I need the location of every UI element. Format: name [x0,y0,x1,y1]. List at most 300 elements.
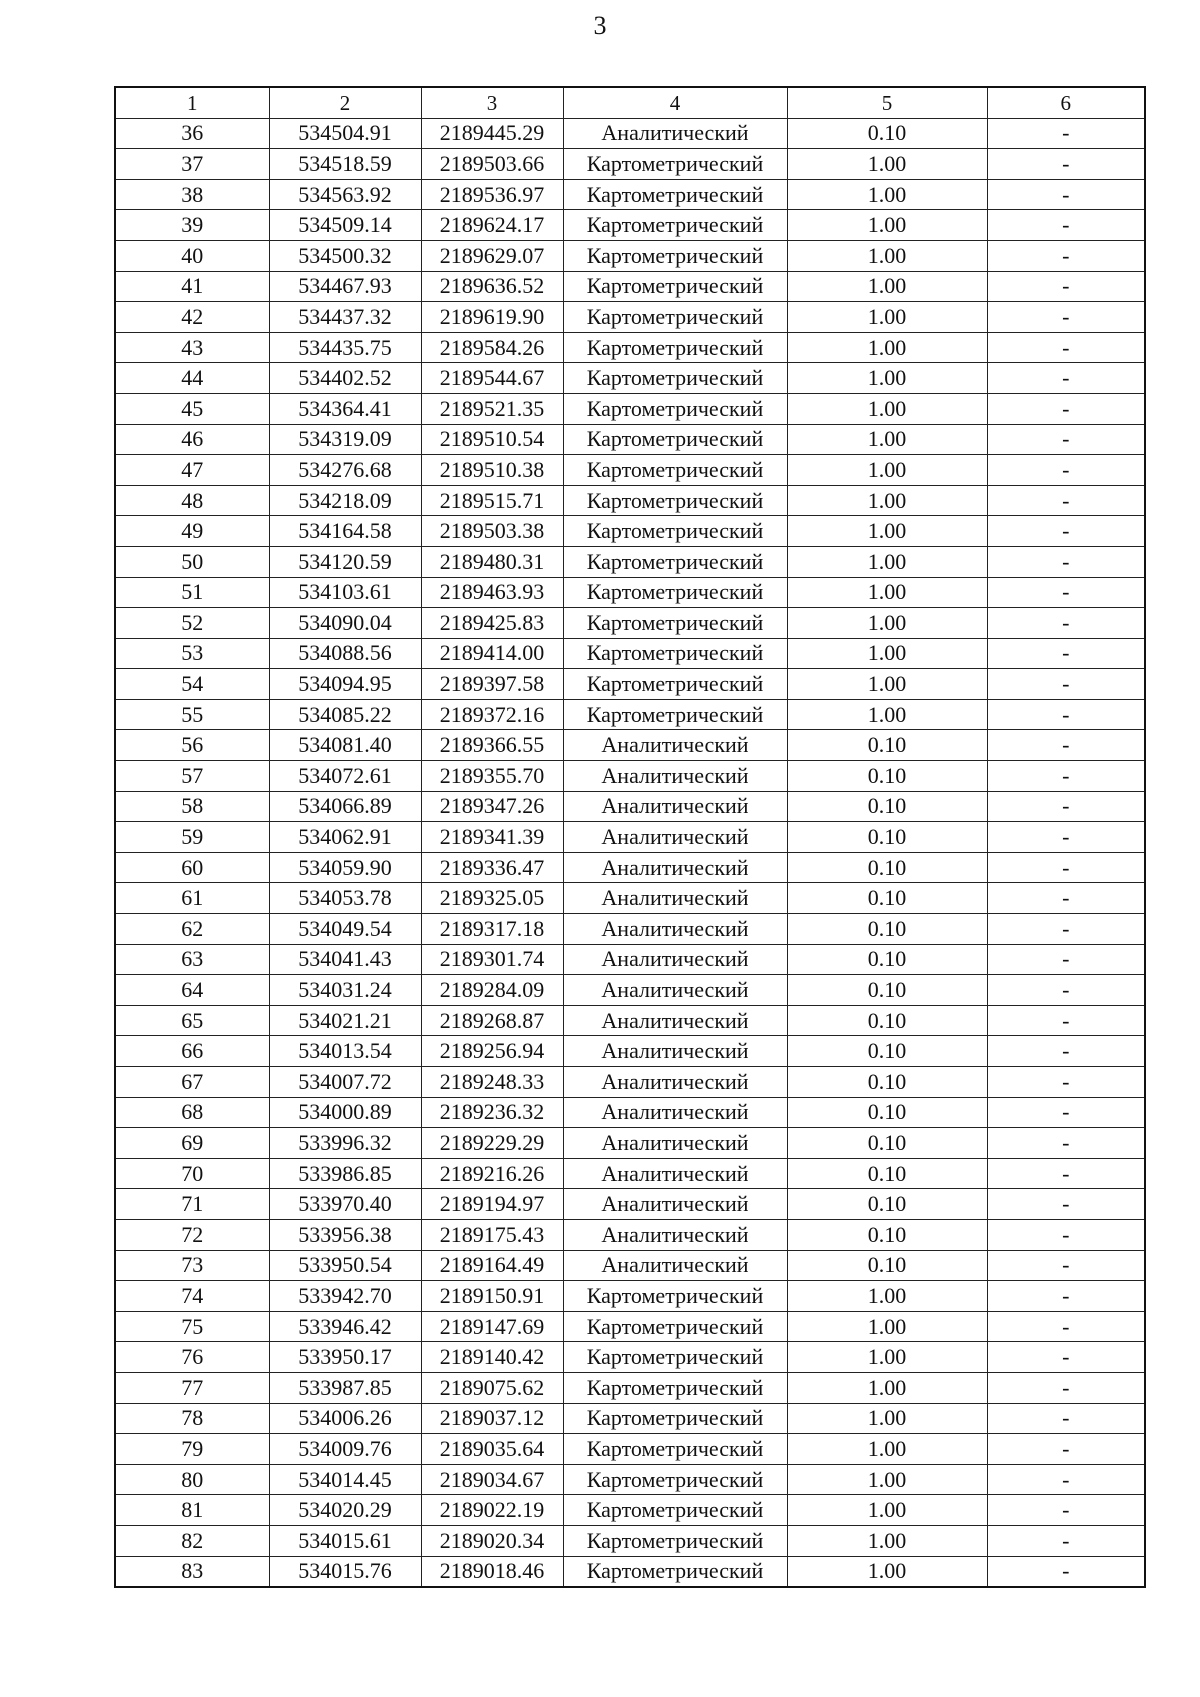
cell-accuracy: 1.00 [787,1525,987,1556]
table-row [115,179,1145,210]
cell-point-number: 48 [115,485,269,516]
table-row [115,1464,1145,1495]
cell-x-coordinate: 534120.59 [269,546,421,577]
cell-accuracy: 0.10 [787,1005,987,1036]
cell-accuracy: 1.00 [787,1372,987,1403]
cell-accuracy: 1.00 [787,302,987,333]
cell-note: - [987,1005,1145,1036]
cell-note: - [987,179,1145,210]
cell-note: - [987,1189,1145,1220]
table-row [115,1067,1145,1098]
cell-note: - [987,1495,1145,1526]
cell-method: Картометрический [563,363,787,394]
cell-point-number: 41 [115,271,269,302]
cell-y-coordinate: 2189284.09 [421,975,563,1006]
cell-x-coordinate: 534041.43 [269,944,421,975]
table-row [115,1250,1145,1281]
cell-x-coordinate: 534563.92 [269,179,421,210]
cell-method: Картометрический [563,1495,787,1526]
cell-x-coordinate: 533950.17 [269,1342,421,1373]
cell-note: - [987,424,1145,455]
cell-y-coordinate: 2189147.69 [421,1311,563,1342]
table-row [115,1434,1145,1465]
cell-method: Картометрический [563,455,787,486]
cell-note: - [987,1158,1145,1189]
cell-x-coordinate: 534072.61 [269,761,421,792]
cell-method: Картометрический [563,240,787,271]
cell-method: Аналитический [563,1005,787,1036]
cell-y-coordinate: 2189140.42 [421,1342,563,1373]
cell-note: - [987,883,1145,914]
cell-method: Аналитический [563,883,787,914]
cell-accuracy: 0.10 [787,1067,987,1098]
table-row [115,1342,1145,1373]
cell-accuracy: 1.00 [787,332,987,363]
cell-y-coordinate: 2189317.18 [421,914,563,945]
table-row [115,822,1145,853]
cell-method: Картометрический [563,210,787,241]
cell-note: - [987,149,1145,180]
cell-point-number: 52 [115,608,269,639]
table-row [115,1219,1145,1250]
cell-note: - [987,914,1145,945]
cell-point-number: 71 [115,1189,269,1220]
table-row [115,914,1145,945]
cell-accuracy: 1.00 [787,1342,987,1373]
cell-method: Картометрический [563,1434,787,1465]
cell-accuracy: 0.10 [787,791,987,822]
cell-point-number: 36 [115,118,269,149]
cell-method: Аналитический [563,1128,787,1159]
table-row [115,1495,1145,1526]
table-row [115,730,1145,761]
cell-note: - [987,210,1145,241]
column-header: 6 [987,87,1145,118]
cell-x-coordinate: 534500.32 [269,240,421,271]
cell-x-coordinate: 534014.45 [269,1464,421,1495]
cell-point-number: 80 [115,1464,269,1495]
table-row [115,1158,1145,1189]
cell-accuracy: 1.00 [787,1403,987,1434]
table-row [115,669,1145,700]
cell-method: Картометрический [563,638,787,669]
cell-y-coordinate: 2189336.47 [421,852,563,883]
table-row [115,455,1145,486]
cell-accuracy: 1.00 [787,393,987,424]
cell-y-coordinate: 2189366.55 [421,730,563,761]
cell-note: - [987,1128,1145,1159]
table-row [115,149,1145,180]
cell-method: Картометрический [563,1342,787,1373]
cell-point-number: 47 [115,455,269,486]
cell-note: - [987,1464,1145,1495]
cell-x-coordinate: 534094.95 [269,669,421,700]
cell-accuracy: 1.00 [787,1464,987,1495]
table-row [115,699,1145,730]
table-row [115,1372,1145,1403]
cell-point-number: 46 [115,424,269,455]
cell-x-coordinate: 533946.42 [269,1311,421,1342]
cell-note: - [987,546,1145,577]
cell-method: Картометрический [563,149,787,180]
cell-accuracy: 0.10 [787,1097,987,1128]
cell-point-number: 83 [115,1556,269,1587]
cell-accuracy: 0.10 [787,822,987,853]
table-row [115,1525,1145,1556]
cell-method: Аналитический [563,118,787,149]
cell-method: Аналитический [563,1189,787,1220]
cell-note: - [987,332,1145,363]
cell-y-coordinate: 2189256.94 [421,1036,563,1067]
coordinates-table [114,86,1146,1588]
table-row [115,1556,1145,1587]
cell-point-number: 56 [115,730,269,761]
table-row [115,761,1145,792]
cell-method: Картометрический [563,424,787,455]
cell-method: Аналитический [563,852,787,883]
cell-x-coordinate: 534364.41 [269,393,421,424]
cell-x-coordinate: 533956.38 [269,1219,421,1250]
cell-x-coordinate: 534015.76 [269,1556,421,1587]
cell-method: Аналитический [563,1097,787,1128]
cell-note: - [987,699,1145,730]
table-row [115,852,1145,883]
cell-note: - [987,1281,1145,1312]
cell-y-coordinate: 2189480.31 [421,546,563,577]
cell-point-number: 68 [115,1097,269,1128]
cell-point-number: 62 [115,914,269,945]
cell-y-coordinate: 2189584.26 [421,332,563,363]
cell-note: - [987,1403,1145,1434]
cell-accuracy: 1.00 [787,485,987,516]
cell-point-number: 82 [115,1525,269,1556]
cell-note: - [987,271,1145,302]
cell-x-coordinate: 534518.59 [269,149,421,180]
cell-x-coordinate: 534062.91 [269,822,421,853]
cell-method: Картометрический [563,577,787,608]
cell-method: Аналитический [563,730,787,761]
table-row [115,271,1145,302]
cell-method: Аналитический [563,944,787,975]
cell-y-coordinate: 2189018.46 [421,1556,563,1587]
cell-accuracy: 1.00 [787,638,987,669]
table-body [115,118,1145,1587]
cell-method: Аналитический [563,1219,787,1250]
cell-point-number: 57 [115,761,269,792]
cell-point-number: 39 [115,210,269,241]
cell-accuracy: 1.00 [787,179,987,210]
cell-accuracy: 0.10 [787,1189,987,1220]
cell-method: Картометрический [563,332,787,363]
cell-accuracy: 1.00 [787,455,987,486]
cell-accuracy: 1.00 [787,669,987,700]
cell-accuracy: 1.00 [787,1281,987,1312]
cell-note: - [987,516,1145,547]
cell-method: Картометрический [563,546,787,577]
cell-method: Картометрический [563,271,787,302]
cell-y-coordinate: 2189268.87 [421,1005,563,1036]
cell-x-coordinate: 534402.52 [269,363,421,394]
cell-accuracy: 1.00 [787,699,987,730]
cell-accuracy: 1.00 [787,608,987,639]
cell-x-coordinate: 534066.89 [269,791,421,822]
cell-note: - [987,852,1145,883]
table-row [115,1128,1145,1159]
page-number: 3 [593,11,607,40]
cell-x-coordinate: 534164.58 [269,516,421,547]
cell-point-number: 53 [115,638,269,669]
cell-method: Картометрический [563,302,787,333]
cell-accuracy: 1.00 [787,271,987,302]
cell-x-coordinate: 534088.56 [269,638,421,669]
cell-method: Картометрический [563,179,787,210]
cell-point-number: 63 [115,944,269,975]
cell-y-coordinate: 2189035.64 [421,1434,563,1465]
cell-accuracy: 0.10 [787,1219,987,1250]
table-row [115,516,1145,547]
column-header: 1 [115,87,269,118]
cell-accuracy: 0.10 [787,1158,987,1189]
cell-note: - [987,1342,1145,1373]
cell-note: - [987,577,1145,608]
cell-x-coordinate: 534020.29 [269,1495,421,1526]
cell-point-number: 61 [115,883,269,914]
cell-note: - [987,1525,1145,1556]
cell-note: - [987,1434,1145,1465]
table-row [115,1036,1145,1067]
cell-x-coordinate: 534021.21 [269,1005,421,1036]
column-header: 2 [269,87,421,118]
cell-point-number: 38 [115,179,269,210]
cell-accuracy: 0.10 [787,852,987,883]
cell-point-number: 59 [115,822,269,853]
cell-y-coordinate: 2189341.39 [421,822,563,853]
cell-point-number: 37 [115,149,269,180]
cell-point-number: 42 [115,302,269,333]
cell-note: - [987,485,1145,516]
cell-point-number: 78 [115,1403,269,1434]
cell-method: Картометрический [563,1311,787,1342]
cell-point-number: 75 [115,1311,269,1342]
cell-note: - [987,975,1145,1006]
cell-x-coordinate: 534081.40 [269,730,421,761]
cell-note: - [987,1556,1145,1587]
table-row [115,424,1145,455]
cell-x-coordinate: 534059.90 [269,852,421,883]
table-row [115,1005,1145,1036]
cell-point-number: 43 [115,332,269,363]
cell-point-number: 79 [115,1434,269,1465]
cell-x-coordinate: 534000.89 [269,1097,421,1128]
cell-y-coordinate: 2189515.71 [421,485,563,516]
table-header-row [115,87,1145,118]
cell-y-coordinate: 2189248.33 [421,1067,563,1098]
cell-x-coordinate: 534467.93 [269,271,421,302]
cell-method: Аналитический [563,914,787,945]
table-row [115,546,1145,577]
cell-y-coordinate: 2189463.93 [421,577,563,608]
cell-point-number: 73 [115,1250,269,1281]
cell-y-coordinate: 2189425.83 [421,608,563,639]
cell-method: Картометрический [563,1525,787,1556]
cell-accuracy: 1.00 [787,1556,987,1587]
cell-point-number: 55 [115,699,269,730]
table-row [115,1097,1145,1128]
table-row [115,1281,1145,1312]
cell-point-number: 81 [115,1495,269,1526]
cell-accuracy: 0.10 [787,1128,987,1159]
table-row [115,332,1145,363]
cell-note: - [987,393,1145,424]
cell-y-coordinate: 2189236.32 [421,1097,563,1128]
cell-method: Аналитический [563,1250,787,1281]
cell-y-coordinate: 2189037.12 [421,1403,563,1434]
cell-note: - [987,944,1145,975]
cell-method: Аналитический [563,1036,787,1067]
cell-y-coordinate: 2189536.97 [421,179,563,210]
table-row [115,577,1145,608]
cell-x-coordinate: 534504.91 [269,118,421,149]
cell-accuracy: 0.10 [787,975,987,1006]
cell-point-number: 51 [115,577,269,608]
cell-method: Аналитический [563,1067,787,1098]
cell-method: Картометрический [563,1556,787,1587]
table-row [115,638,1145,669]
cell-y-coordinate: 2189175.43 [421,1219,563,1250]
cell-x-coordinate: 534085.22 [269,699,421,730]
cell-x-coordinate: 534006.26 [269,1403,421,1434]
cell-accuracy: 1.00 [787,546,987,577]
cell-accuracy: 1.00 [787,149,987,180]
cell-point-number: 45 [115,393,269,424]
cell-note: - [987,240,1145,271]
cell-point-number: 72 [115,1219,269,1250]
cell-y-coordinate: 2189619.90 [421,302,563,333]
cell-y-coordinate: 2189636.52 [421,271,563,302]
table-row [115,393,1145,424]
cell-y-coordinate: 2189503.66 [421,149,563,180]
cell-note: - [987,1250,1145,1281]
cell-accuracy: 1.00 [787,210,987,241]
cell-x-coordinate: 533942.70 [269,1281,421,1312]
cell-y-coordinate: 2189194.97 [421,1189,563,1220]
cell-x-coordinate: 533986.85 [269,1158,421,1189]
cell-accuracy: 0.10 [787,914,987,945]
cell-y-coordinate: 2189544.67 [421,363,563,394]
cell-y-coordinate: 2189629.07 [421,240,563,271]
cell-method: Картометрический [563,1403,787,1434]
cell-accuracy: 1.00 [787,363,987,394]
cell-method: Картометрический [563,699,787,730]
column-header: 4 [563,87,787,118]
cell-y-coordinate: 2189164.49 [421,1250,563,1281]
cell-note: - [987,791,1145,822]
cell-y-coordinate: 2189216.26 [421,1158,563,1189]
cell-x-coordinate: 533987.85 [269,1372,421,1403]
cell-y-coordinate: 2189510.54 [421,424,563,455]
cell-x-coordinate: 534007.72 [269,1067,421,1098]
cell-y-coordinate: 2189229.29 [421,1128,563,1159]
cell-point-number: 69 [115,1128,269,1159]
cell-accuracy: 0.10 [787,944,987,975]
cell-point-number: 60 [115,852,269,883]
cell-accuracy: 1.00 [787,424,987,455]
cell-point-number: 54 [115,669,269,700]
cell-method: Аналитический [563,975,787,1006]
table-row [115,210,1145,241]
cell-point-number: 44 [115,363,269,394]
table-row [115,1403,1145,1434]
cell-x-coordinate: 534103.61 [269,577,421,608]
cell-x-coordinate: 534276.68 [269,455,421,486]
cell-note: - [987,1097,1145,1128]
cell-x-coordinate: 534031.24 [269,975,421,1006]
cell-point-number: 70 [115,1158,269,1189]
cell-method: Картометрический [563,1372,787,1403]
cell-accuracy: 1.00 [787,1495,987,1526]
cell-y-coordinate: 2189521.35 [421,393,563,424]
cell-y-coordinate: 2189347.26 [421,791,563,822]
cell-y-coordinate: 2189414.00 [421,638,563,669]
table-row [115,1311,1145,1342]
cell-point-number: 76 [115,1342,269,1373]
cell-point-number: 64 [115,975,269,1006]
cell-note: - [987,1372,1145,1403]
cell-y-coordinate: 2189503.38 [421,516,563,547]
cell-point-number: 77 [115,1372,269,1403]
cell-point-number: 40 [115,240,269,271]
cell-note: - [987,1219,1145,1250]
cell-note: - [987,302,1145,333]
cell-accuracy: 0.10 [787,761,987,792]
cell-note: - [987,1311,1145,1342]
cell-x-coordinate: 534218.09 [269,485,421,516]
cell-note: - [987,761,1145,792]
cell-y-coordinate: 2189510.38 [421,455,563,486]
table-row [115,791,1145,822]
cell-note: - [987,822,1145,853]
cell-accuracy: 0.10 [787,1036,987,1067]
cell-point-number: 67 [115,1067,269,1098]
column-header: 5 [787,87,987,118]
cell-y-coordinate: 2189034.67 [421,1464,563,1495]
table-row [115,608,1145,639]
cell-note: - [987,1036,1145,1067]
cell-x-coordinate: 534049.54 [269,914,421,945]
cell-accuracy: 0.10 [787,730,987,761]
cell-method: Аналитический [563,791,787,822]
column-header: 3 [421,87,563,118]
cell-y-coordinate: 2189355.70 [421,761,563,792]
cell-note: - [987,363,1145,394]
cell-method: Картометрический [563,608,787,639]
cell-accuracy: 0.10 [787,883,987,914]
cell-point-number: 74 [115,1281,269,1312]
cell-y-coordinate: 2189022.19 [421,1495,563,1526]
cell-y-coordinate: 2189301.74 [421,944,563,975]
cell-note: - [987,730,1145,761]
cell-note: - [987,608,1145,639]
cell-x-coordinate: 534319.09 [269,424,421,455]
cell-x-coordinate: 534015.61 [269,1525,421,1556]
cell-x-coordinate: 533950.54 [269,1250,421,1281]
table-row [115,1189,1145,1220]
cell-y-coordinate: 2189372.16 [421,699,563,730]
cell-note: - [987,1067,1145,1098]
cell-accuracy: 1.00 [787,1311,987,1342]
cell-x-coordinate: 534435.75 [269,332,421,363]
table-row [115,302,1145,333]
